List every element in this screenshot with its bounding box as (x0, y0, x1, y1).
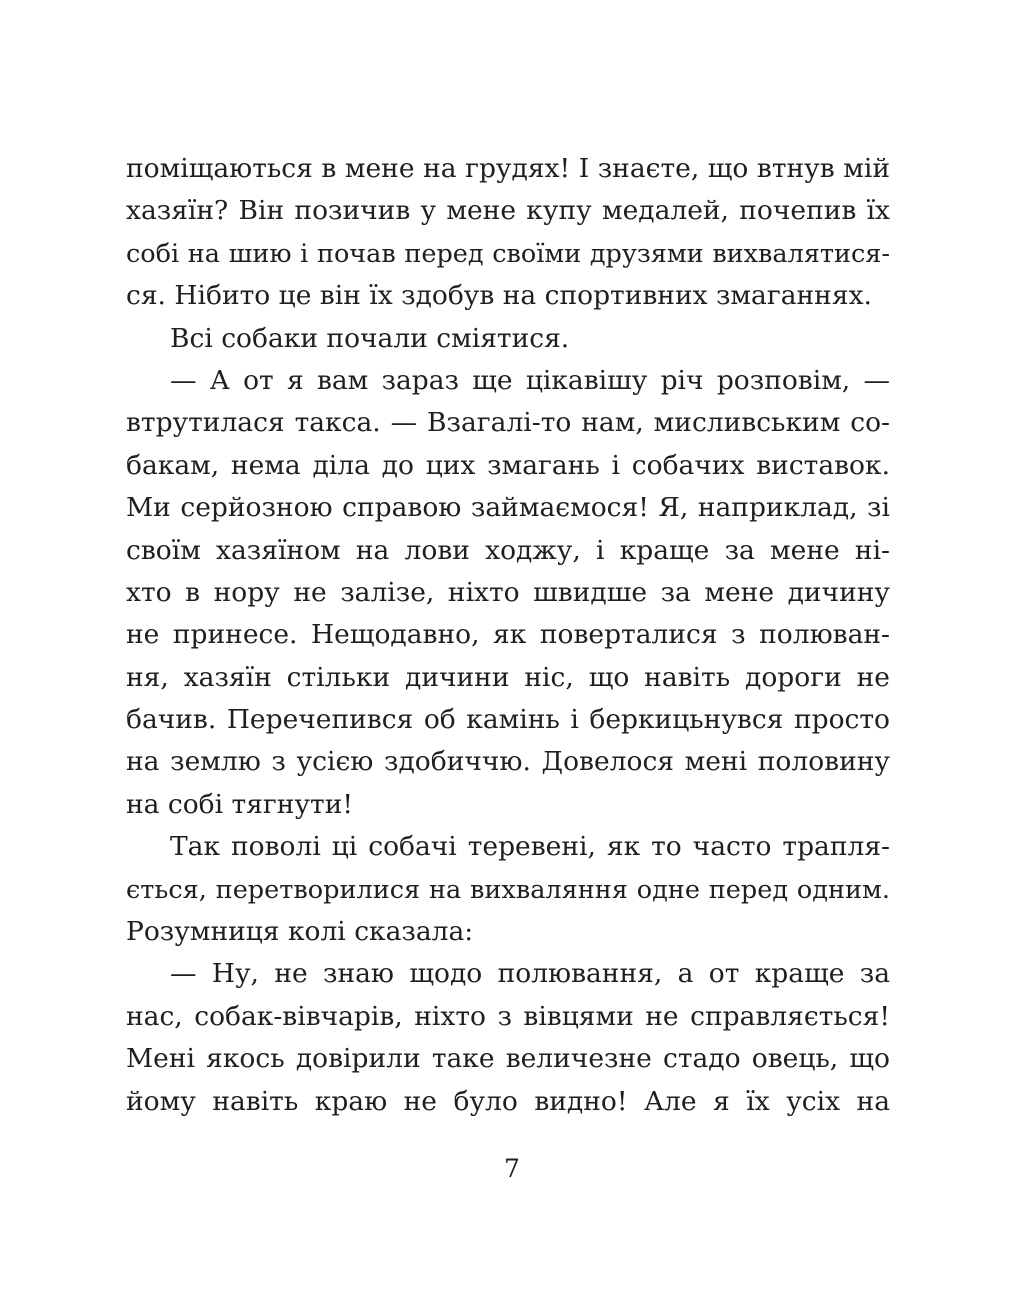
text-line: на собі тягнути! (126, 788, 354, 820)
text-line: йому навіть краю не було видно! Але я їх усіх на (126, 1085, 890, 1117)
text-line: хазяїн? Він позичив у мене купу медалей, почепив їх (126, 195, 890, 227)
text-line: ється, перетворилися на вихваляння одне перед одним. (126, 874, 890, 905)
text-line: ся. Нібито це він їх здобув на спортивних змаганнях. (126, 280, 872, 312)
text-line: хто в нору не залізе, ніхто швидше за мене дичину (126, 576, 890, 608)
text-line: Так поволі ці собачі теревені, як то часто трапля- (170, 831, 890, 863)
text-line: не принесе. Нещодавно, як поверталися з полюван- (126, 619, 890, 651)
text-line: — А от я вам зараз ще цікавішу річ розповім, — (170, 364, 890, 396)
text-line: Ми серйозною справою займаємося! Я, наприклад, зі (126, 492, 890, 524)
text-line: Мені якось довірили таке величезне стадо овець, що (126, 1043, 890, 1075)
text-line: втрутилася такса. — Взагалі-то нам, мисливським со- (126, 407, 890, 439)
text-line: на землю з усією здобиччю. Довелося мені половину (126, 746, 890, 778)
text-line: бакам, нема діла до цих змагань і собачих виставок. (126, 449, 890, 481)
text-line: ня, хазяїн стільки дичини ніс, що навіть дороги не (126, 661, 890, 693)
text-line: — Ну, не знаю щодо полювання, а от краще за (170, 958, 890, 990)
text-line: бачив. Перечепився об камінь і беркицьнувся просто (126, 704, 890, 736)
text-line: собі на шию і почав перед своїми друзями вихвалятися- (126, 238, 890, 269)
page-number: 7 (504, 1154, 520, 1183)
text-line: Розумниця колі сказала: (126, 916, 474, 948)
text-line: Всі собаки почали сміятися. (170, 322, 570, 354)
text-line: поміщаються в мене на грудях! І знаєте, що втнув мій (126, 153, 890, 184)
text-line: нас, собак-вівчарів, ніхто з вівцями не справляється! (126, 1000, 890, 1032)
body-text (126, 148, 890, 1123)
text-line: своїм хазяїном на лови ходжу, і краще за мене ні- (126, 534, 890, 566)
